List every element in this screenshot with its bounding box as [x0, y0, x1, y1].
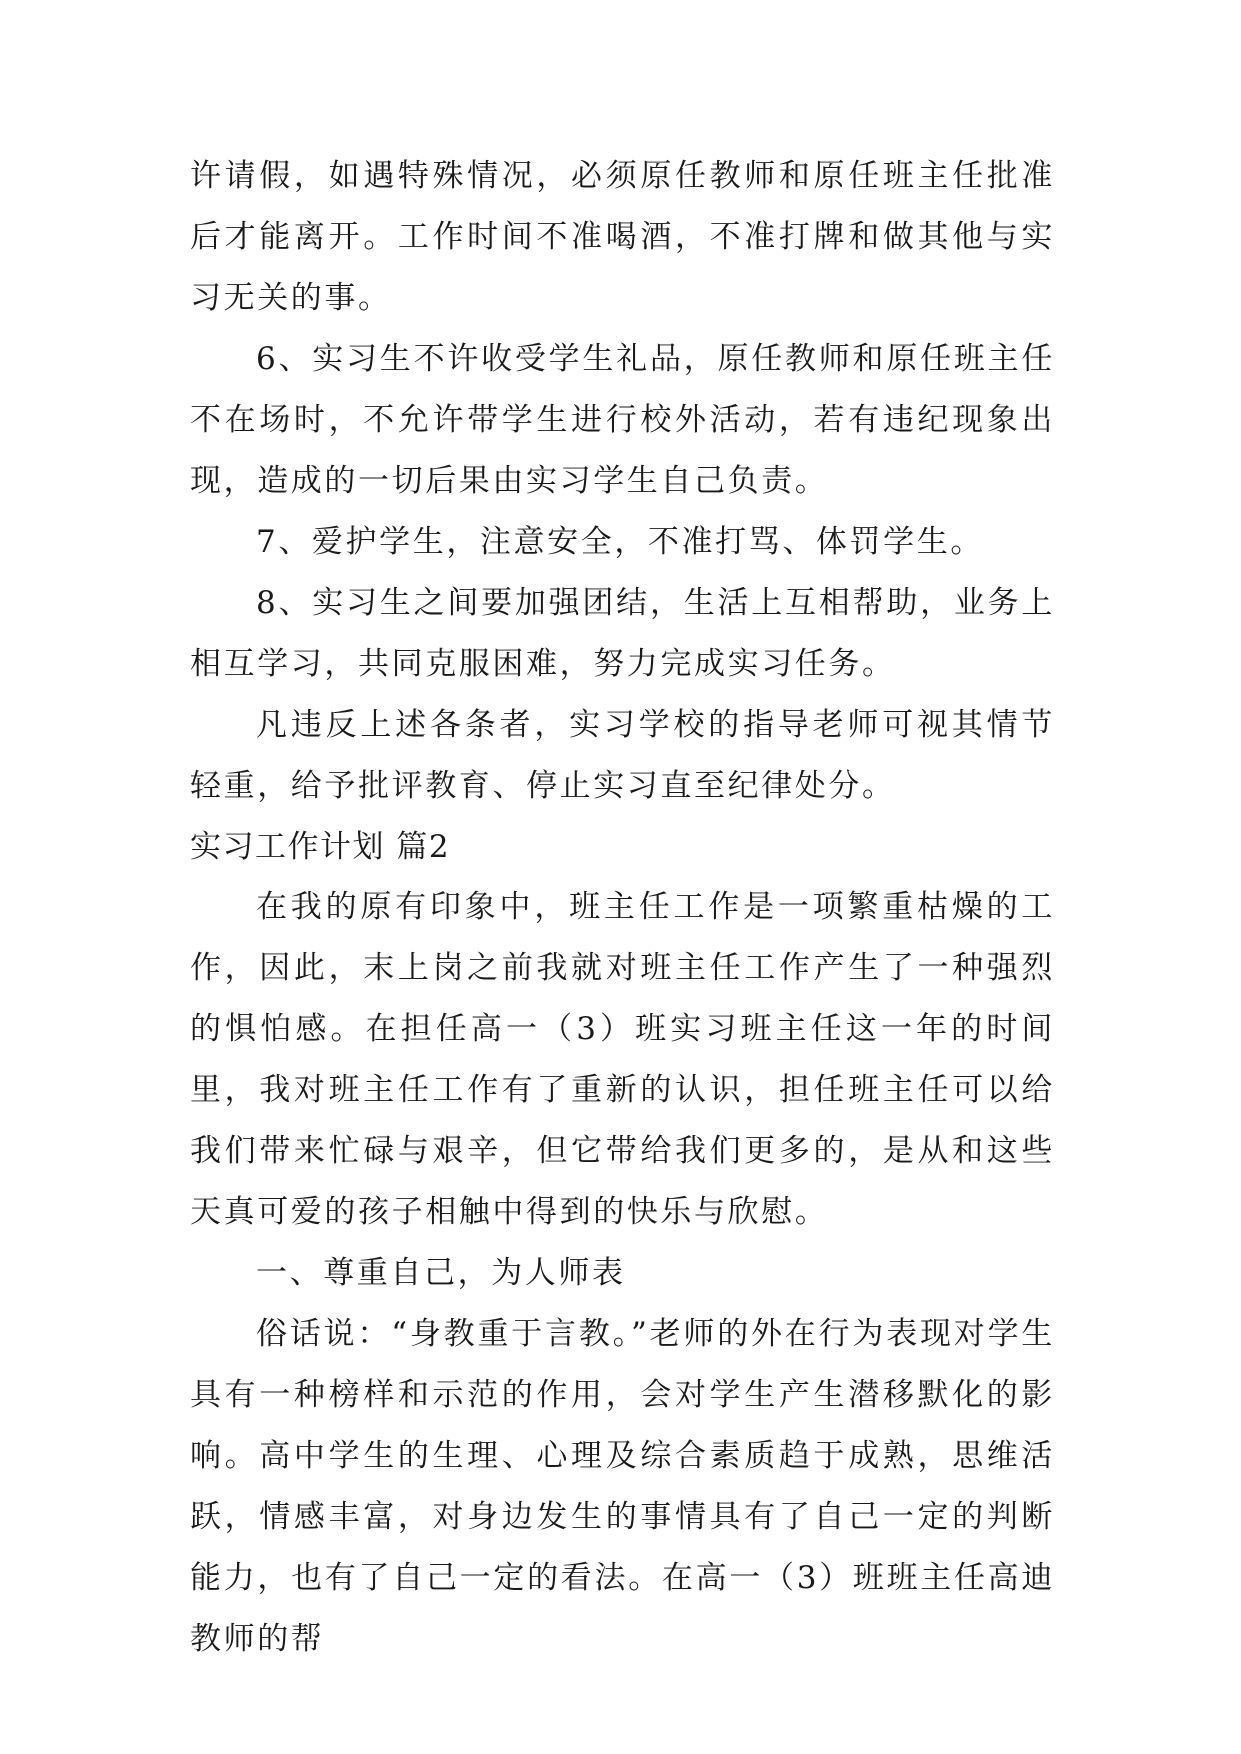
subheading-respect-self: 一、尊重自己，为人师表	[256, 1255, 626, 1291]
paragraph-rule-6: 6、实习生不许收受学生礼品，原任教师和原任班主任不在场时，不允许带学生进行校外活动，若有违纪现象出现，造成的一切后果由实习学生自己负责。	[190, 341, 1055, 499]
paragraph-role-model: 俗话说：“身教重于言教。”老师的外在行为表现对学生具有一种榜样和示范的作用，会对学生产生潜移默化的影响。高中学生的生理、心理及综合素质趋于成熟，思维活跃，情感丰富，对身边发生的事情具有了自己一定的判断能力，也有了自己一定的看法。在高一（3）班班主任高迪教师的帮	[190, 1316, 1055, 1657]
paragraph-intro: 在我的原有印象中，班主任工作是一项繁重枯燥的工作，因此，末上岗之前我就对班主任工作产生了一种强烈的惧怕感。在担任高一（3）班实习班主任这一年的时间里，我对班主任工作有了重新的认识，担任班主任可以给我们带来忙碌与艰辛，但它带给我们更多的，是从和这些天真可爱的孩子相触中得到的快乐与欣慰。	[190, 889, 1055, 1230]
paragraph-continuation: 许请假，如遇特殊情况，必须原任教师和原任班主任批准后才能离开。工作时间不准喝酒，不准打牌和做其他与实习无关的事。	[190, 158, 1055, 316]
paragraph-rule-8: 8、实习生之间要加强团结，生活上互相帮助，业务上相互学习，共同克服困难，努力完成实习任务。	[190, 585, 1055, 682]
paragraph-violation-note: 凡违反上述各条者，实习学校的指导老师可视其情节轻重，给予批评教育、停止实习直至纪律处分。	[190, 707, 1055, 804]
document-body	[190, 146, 1055, 1670]
paragraph-rule-7: 7、爱护学生，注意安全，不准打骂、体罚学生。	[256, 524, 984, 560]
section-heading: 实习工作计划 篇2	[190, 829, 451, 865]
